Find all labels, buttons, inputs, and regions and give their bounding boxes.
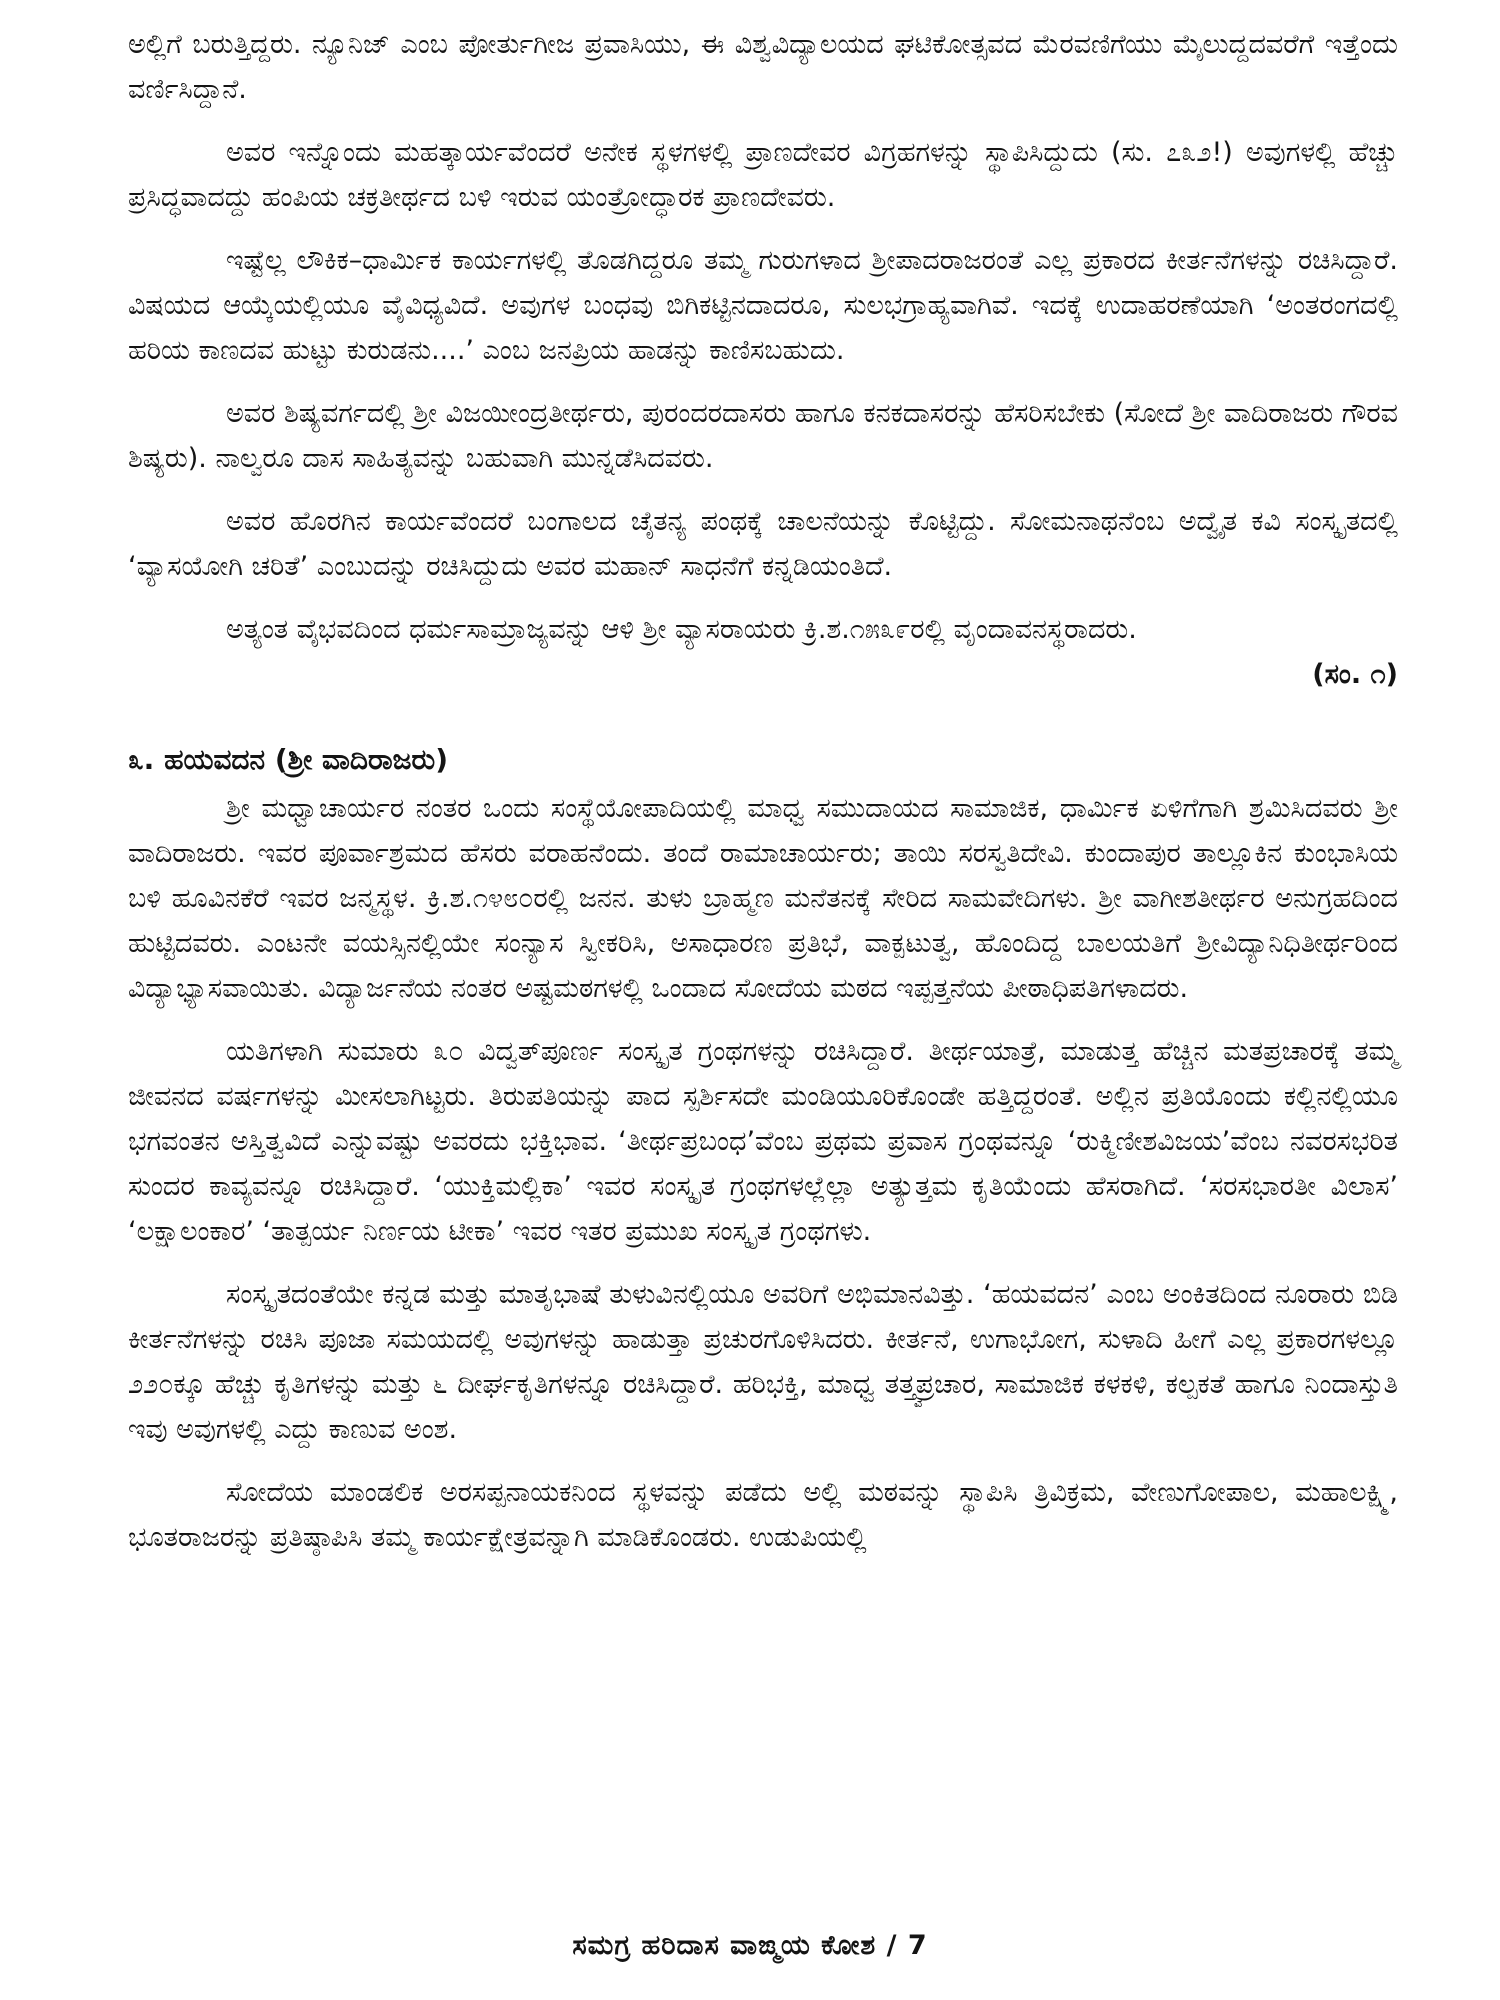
paragraph-shishyaru: ಅವರ ಶಿಷ್ಯವರ್ಗದಲ್ಲಿ ಶ್ರೀ ವಿಜಯೀಂದ್ರತೀರ್ಥರು, ಪುರಂದರದಾಸರು ಹಾಗೂ ಕನಕದಾಸರನ್ನು ಹೆಸರಿಸಬೇಕು (ಸೋದೆ ಶ್ರೀ ವಾದಿರಾಜರು ಗೌರವ ಶಿಷ್ಯರು). ನಾಲ್ವರೂ ದಾಸ ಸಾಹಿತ್ಯವನ್ನು ಬಹುವಾಗಿ ಮುನ್ನಡೆಸಿದವರು. (128, 398, 1398, 474)
paragraph-vadirajaru-intro: ಶ್ರೀ ಮಧ್ವಾಚಾರ್ಯರ ನಂತರ ಒಂದು ಸಂಸ್ಥೆಯೋಪಾದಿಯಲ್ಲಿ ಮಾಧ್ವ ಸಮುದಾಯದ ಸಾಮಾಜಿಕ, ಧಾರ್ಮಿಕ ಏಳಿಗೆಗಾಗಿ ಶ್ರಮಿಸಿದವರು ಶ್ರೀ ವಾದಿರಾಜರು. ಇವರ ಪೂರ್ವಾಶ್ರಮದ ಹೆಸರು ವರಾಹನೆಂದು. ತಂದೆ ರಾಮಾಚಾರ್ಯರು; ತಾಯಿ ಸರಸ್ವತಿದೇವಿ. ಕುಂದಾಪುರ ತಾಲ್ಲೂಕಿನ ಕುಂಭಾಸಿಯ ಬಳಿ ಹೂವಿನಕೆರೆ ಇವರ ಜನ್ಮಸ್ಥಳ. ಕ್ರಿ.ಶ.೧೪೮೦ರಲ್ಲಿ ಜನನ. ತುಳು ಬ್ರಾಹ್ಮಣ ಮನೆತನಕ್ಕೆ ಸೇರಿದ ಸಾಮವೇದಿಗಳು. ಶ್ರೀ ವಾಗೀಶತೀರ್ಥರ ಅನುಗ್ರಹದಿಂದ ಹುಟ್ಟಿದವರು. ಎಂಟನೇ ವಯಸ್ಸಿನಲ್ಲಿಯೇ ಸಂನ್ಯಾಸ ಸ್ವೀಕರಿಸಿ, ಅಸಾಧಾರಣ ಪ್ರತಿಭೆ, ವಾಕ್ಪಟುತ್ವ, ಹೊಂದಿದ್ದ ಬಾಲಯತಿಗೆ ಶ್ರೀವಿದ್ಯಾನಿಧಿತೀರ್ಥರಿಂದ ವಿದ್ಯಾಭ್ಯಾಸವಾಯಿತು. ವಿದ್ಯಾರ್ಜನೆಯ ನಂತರ ಅಷ್ಟಮಠಗಳಲ್ಲಿ ಒಂದಾದ ಸೋದೆಯ ಮಠದ ಇಪ್ಪತ್ತನೆಯ ಪೀಠಾಧಿಪತಿಗಳಾದರು. (128, 793, 1398, 1004)
paragraph-keertanegalu: ಇಷ್ಟೆಲ್ಲ ಲೌಕಿಕ–ಧಾರ್ಮಿಕ ಕಾರ್ಯಗಳಲ್ಲಿ ತೊಡಗಿದ್ದರೂ ತಮ್ಮ ಗುರುಗಳಾದ ಶ್ರೀಪಾದರಾಜರಂತೆ ಎಲ್ಲ ಪ್ರಕಾರದ ಕೀರ್ತನೆಗಳನ್ನು ರಚಿಸಿದ್ದಾರೆ. ವಿಷಯದ ಆಯ್ಕೆಯಲ್ಲಿಯೂ ವೈವಿಧ್ಯವಿದೆ. ಅವುಗಳ ಬಂಧವು ಬಿಗಿಕಟ್ಟಿನದಾದರೂ, ಸುಲಭಗ್ರಾಹ್ಯವಾಗಿವೆ. ಇದಕ್ಕೆ ಉದಾಹರಣೆಯಾಗಿ ‘ಅಂತರಂಗದಲ್ಲಿ ಹರಿಯ ಕಾಣದವ ಹುಟ್ಟು ಕುರುಡನು....’ ಎಂಬ ಜನಪ್ರಿಯ ಹಾಡನ್ನು ಕಾಣಿಸಬಹುದು. (128, 245, 1398, 366)
page-footer: ಸಮಗ್ರ ಹರಿದಾಸ ವಾಙ್ಮಯ ಕೋಶ / 7 (572, 1930, 928, 1961)
paragraph-kannada-works: ಸಂಸ್ಕೃತದಂತೆಯೇ ಕನ್ನಡ ಮತ್ತು ಮಾತೃಭಾಷೆ ತುಳುವಿನಲ್ಲಿಯೂ ಅವರಿಗೆ ಅಭಿಮಾನವಿತ್ತು. ‘ಹಯವದನ’ ಎಂಬ ಅಂಕಿತದಿಂದ ನೂರಾರು ಬಿಡಿ ಕೀರ್ತನೆಗಳನ್ನು ರಚಿಸಿ ಪೂಜಾ ಸಮಯದಲ್ಲಿ ಅವುಗಳನ್ನು ಹಾಡುತ್ತಾ ಪ್ರಚುರಗೊಳಿಸಿದರು. ಕೀರ್ತನೆ, ಉಗಾಭೋಗ, ಸುಳಾದಿ ಹೀಗೆ ಎಲ್ಲ ಪ್ರಕಾರಗಳಲ್ಲೂ ೨೨೦ಕ್ಕೂ ಹೆಚ್ಚು ಕೃತಿಗಳನ್ನು ಮತ್ತು ೬ ದೀರ್ಘಕೃತಿಗಳನ್ನೂ ರಚಿಸಿದ್ದಾರೆ. ಹರಿಭಕ್ತಿ, ಮಾಧ್ವ ತತ್ತ್ವಪ್ರಚಾರ, ಸಾಮಾಜಿಕ ಕಳಕಳಿ, ಕಲ್ಪಕತೆ ಹಾಗೂ ನಿಂದಾಸ್ತುತಿ ಇವು ಅವುಗಳಲ್ಲಿ ಎದ್ದು ಕಾಣುವ ಅಂಶ. (128, 1279, 1398, 1445)
page-body (128, 22, 1398, 1560)
paragraph-continuation: ಅಲ್ಲಿಗೆ ಬರುತ್ತಿದ್ದರು. ನ್ಯೂನಿಜ್ ಎಂಬ ಪೋರ್ತುಗೀಜ ಪ್ರವಾಸಿಯು, ಈ ವಿಶ್ವವಿದ್ಯಾಲಯದ ಘಟಿಕೋತ್ಸವದ ಮೆರವಣಿಗೆಯು ಮೈಲುದ್ದದವರೆಗೆ ಇತ್ತೆಂದು ವರ್ಣಿಸಿದ್ದಾನೆ. (128, 29, 1398, 105)
reference-note: (ಸಂ. ೧) (1312, 659, 1398, 690)
paragraph-sode-matha: ಸೋದೆಯ ಮಾಂಡಲಿಕ ಅರಸಪ್ಪನಾಯಕನಿಂದ ಸ್ಥಳವನ್ನು ಪಡೆದು ಅಲ್ಲಿ ಮಠವನ್ನು ಸ್ಥಾಪಿಸಿ ತ್ರಿವಿಕ್ರಮ, ವೇಣುಗೋಪಾಲ, ಮಹಾಲಕ್ಷ್ಮಿ, ಭೂತರಾಜರನ್ನು ಪ್ರತಿಷ್ಠಾಪಿಸಿ ತಮ್ಮ ಕಾರ್ಯಕ್ಷೇತ್ರವನ್ನಾಗಿ ಮಾಡಿಕೊಂಡರು. ಉಡುಪಿಯಲ್ಲಿ (128, 1477, 1398, 1553)
paragraph-prana-devaru: ಅವರ ಇನ್ನೊಂದು ಮಹತ್ಕಾರ್ಯವೆಂದರೆ ಅನೇಕ ಸ್ಥಳಗಳಲ್ಲಿ ಪ್ರಾಣದೇವರ ವಿಗ್ರಹಗಳನ್ನು ಸ್ಥಾಪಿಸಿದ್ದುದು (ಸು. ೭೩೨!) ಅವುಗಳಲ್ಲಿ ಹೆಚ್ಚು ಪ್ರಸಿದ್ಧವಾದದ್ದು ಹಂಪಿಯ ಚಕ್ರತೀರ್ಥದ ಬಳಿ ಇರುವ ಯಂತ್ರೋದ್ಧಾರಕ ಪ್ರಾಣದೇವರು. (128, 137, 1398, 213)
paragraph-chaitanya: ಅವರ ಹೊರಗಿನ ಕಾರ್ಯವೆಂದರೆ ಬಂಗಾಲದ ಚೈತನ್ಯ ಪಂಥಕ್ಕೆ ಚಾಲನೆಯನ್ನು ಕೊಟ್ಟಿದ್ದು. ಸೋಮನಾಥನೆಂಬ ಅದ್ವೈತ ಕವಿ ಸಂಸ್ಕೃತದಲ್ಲಿ ‘ವ್ಯಾಸಯೋಗಿ ಚರಿತೆ’ ಎಂಬುದನ್ನು ರಚಿಸಿದ್ದುದು ಅವರ ಮಹಾನ್ ಸಾಧನೆಗೆ ಕನ್ನಡಿಯಂತಿದೆ. (128, 506, 1398, 582)
paragraph-vrundavana: ಅತ್ಯಂತ ವೈಭವದಿಂದ ಧರ್ಮಸಾಮ್ರಾಜ್ಯವನ್ನು ಆಳಿ ಶ್ರೀ ವ್ಯಾಸರಾಯರು ಕ್ರಿ.ಶ.೧೫೩೯ರಲ್ಲಿ ವೃಂದಾವನಸ್ಥರಾದರು. (226, 614, 1137, 645)
section-heading: ೩. ಹಯವದನ (ಶ್ರೀ ವಾದಿರಾಜರು) (128, 743, 448, 776)
paragraph-sanskrit-works: ಯತಿಗಳಾಗಿ ಸುಮಾರು ೩೦ ವಿದ್ವತ್‌ಪೂರ್ಣ ಸಂಸ್ಕೃತ ಗ್ರಂಥಗಳನ್ನು ರಚಿಸಿದ್ದಾರೆ. ತೀರ್ಥಯಾತ್ರೆ, ಮಾಡುತ್ತ ಹೆಚ್ಚಿನ ಮತಪ್ರಚಾರಕ್ಕೆ ತಮ್ಮ ಜೀವನದ ವರ್ಷಗಳನ್ನು ಮೀಸಲಾಗಿಟ್ಟರು. ತಿರುಪತಿಯನ್ನು ಪಾದ ಸ್ಪರ್ಶಿಸದೇ ಮಂಡಿಯೂರಿಕೊಂಡೇ ಹತ್ತಿದ್ದರಂತೆ. ಅಲ್ಲಿನ ಪ್ರತಿಯೊಂದು ಕಲ್ಲಿನಲ್ಲಿಯೂ ಭಗವಂತನ ಅಸ್ತಿತ್ವವಿದೆ ಎನ್ನುವಷ್ಟು ಅವರದು ಭಕ್ತಿಭಾವ. ‘ತೀರ್ಥಪ್ರಬಂಧ’ವೆಂಬ ಪ್ರಥಮ ಪ್ರವಾಸ ಗ್ರಂಥವನ್ನೂ ‘ರುಕ್ಮಿಣೀಶವಿಜಯ’ವೆಂಬ ನವರಸಭರಿತ ಸುಂದರ ಕಾವ್ಯವನ್ನೂ ರಚಿಸಿದ್ದಾರೆ. ‘ಯುಕ್ತಿಮಲ್ಲಿಕಾ’ ಇವರ ಸಂಸ್ಕೃತ ಗ್ರಂಥಗಳಲ್ಲೆಲ್ಲಾ ಅತ್ಯುತ್ತಮ ಕೃತಿಯೆಂದು ಹೆಸರಾಗಿದೆ. ‘ಸರಸಭಾರತೀ ವಿಲಾಸ’ ‘ಲಕ್ಷಾಲಂಕಾರ’ ‘ತಾತ್ಪರ್ಯ ನಿರ್ಣಯ ಟೀಕಾ’ ಇವರ ಇತರ ಪ್ರಮುಖ ಸಂಸ್ಕೃತ ಗ್ರಂಥಗಳು. (128, 1036, 1398, 1247)
